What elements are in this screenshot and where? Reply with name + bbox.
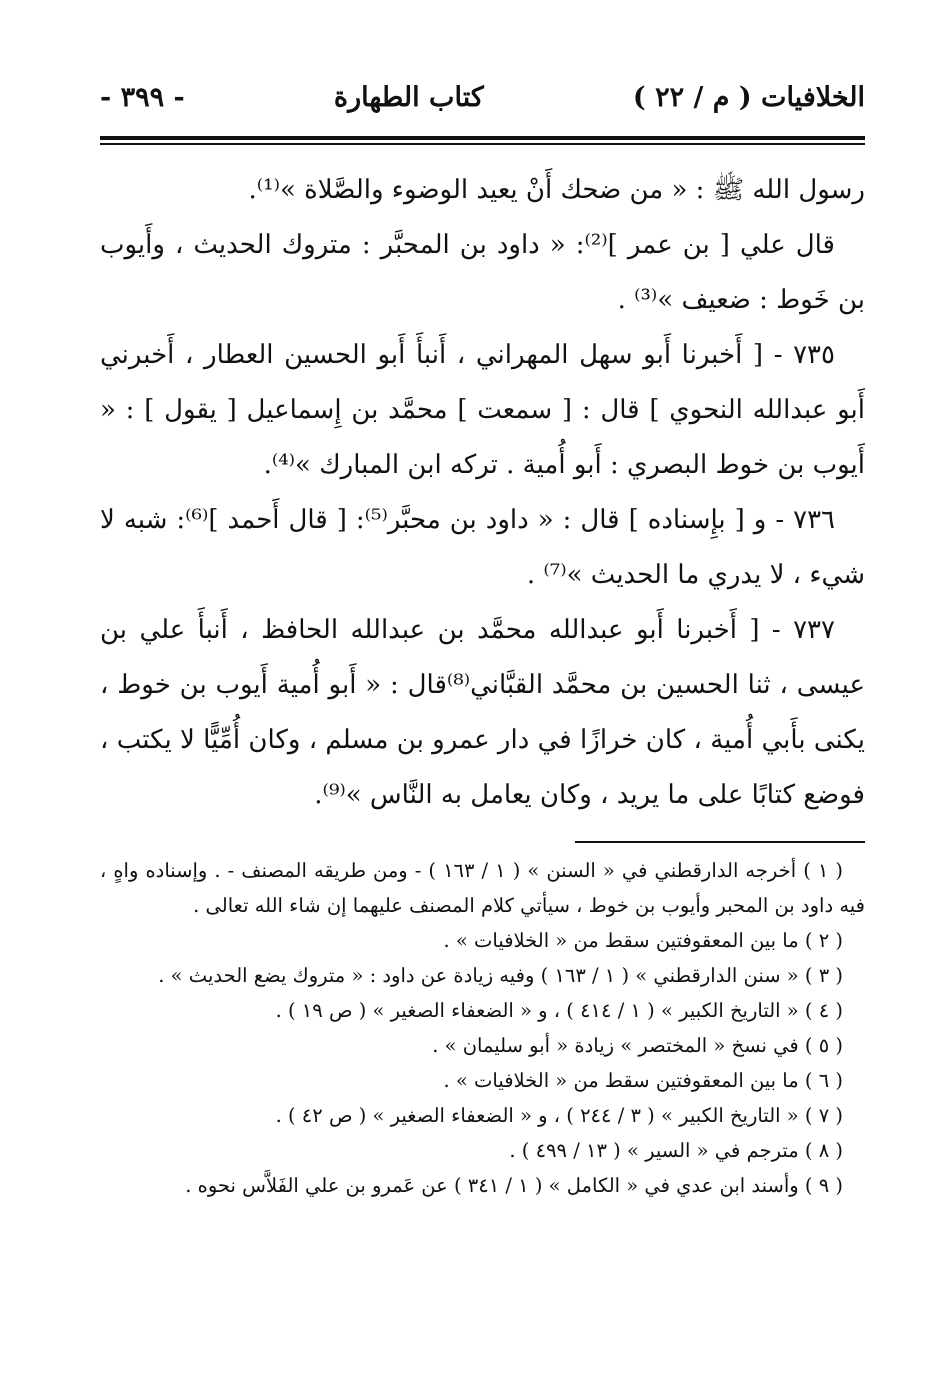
paragraph: ٧٣٥ - [ أَخبرنا أَبو سهل المهراني ، أَنبأَ أَبو الحسين العطار ، أَخبرني أَبو عبدالله النحوي ] قال : [ سمعت ] محمَّد بن إِسماعيل [ يقول ] : « أَيوب بن خوط البصري : أَبو أُمية . تركه ابن المبارك »⁽⁴⁾. [100, 339, 865, 480]
footnote: ( ١ ) أخرجه الدارقطني في « السنن » ( ١ / ١٦٣ ) - ومن طريقه المصنف - . وإسناده واهٍ ، فيه داود بن المحبر وأيوب بن خوط ، سيأتي كلام المصنف عليهما إن شاء الله تعالى . [100, 858, 865, 917]
footnote: ( ٧ ) « التاريخ الكبير » ( ٣ / ٢٤٤ ) ، و « الضعفاء الصغير » ( ص ٤٢ ) . [275, 1103, 843, 1127]
main-text [100, 163, 865, 823]
footnote: ( ٢ ) ما بين المعقوفتين سقط من « الخلافيات » . [443, 928, 843, 952]
footnote: ( ٣ ) « سنن الدارقطني » ( ١ / ١٦٣ ) وفيه زيادة عن داود : « متروك يضع الحديث » . [158, 963, 843, 987]
footnotes [100, 853, 865, 1203]
header-chapter-title: كتاب الطهارة [333, 82, 484, 113]
footnote: ( ٥ ) في نسخ « المختصر » زيادة « أبو سليمان » . [432, 1033, 843, 1057]
running-header [100, 82, 865, 130]
footnote: ( ٦ ) ما بين المعقوفتين سقط من « الخلافيات » . [443, 1068, 843, 1092]
paragraph: ٧٣٦ - و [ بإِسناده ] قال : « داود بن محبَّر⁽⁵⁾: [ قال أَحمد ]⁽⁶⁾: شبه لا شيء ، لا يدري ما الحديث »⁽⁷⁾ . [100, 504, 865, 590]
header-book-title: الخلافيات ( م / ٢٢ ) [632, 82, 865, 113]
page-number: - ٣٩٩ - [100, 82, 185, 113]
footnote: ( ٩ ) وأسند ابن عدي في « الكامل » ( ١ / ٣٤١ ) عن عَمرو بن علي الفَلاَّس نحوه . [185, 1173, 843, 1197]
page [100, 82, 865, 1203]
header-rule-thick [100, 136, 865, 140]
paragraph: قال علي [ بن عمر ]⁽²⁾: « داود بن المحبَّر : متروك الحديث ، وأَيوب بن خَوط : ضعيف »⁽³⁾ . [100, 229, 865, 315]
header-rule-thin [100, 143, 865, 145]
footnote: ( ٨ ) مترجم في « السير » ( ١٣ / ٤٩٩ ) . [509, 1138, 843, 1162]
paragraph: ٧٣٧ - [ أَخبرنا أَبو عبدالله محمَّد بن عبدالله الحافظ ، أَنبأَ علي بن عيسى ، ثنا الحسين بن محمَّد القبَّاني⁽⁸⁾قال : « أَبو أُمية أَيوب بن خوط ، يكنى بأَبي أُمية ، كان خرازًا في دار عمرو بن مسلم ، وكان أُمِّيًّا لا يكتب ، فوضع كتابًا على ما يريد ، وكان يعامل به النَّاس »⁽⁹⁾. [100, 614, 865, 810]
footnote: ( ٤ ) « التاريخ الكبير » ( ١ / ٤١٤ ) ، و « الضعفاء الصغير » ( ص ١٩ ) . [275, 998, 843, 1022]
footnote-separator [575, 841, 865, 843]
paragraph: رسول الله ﷺ : « من ضحك أَنْ يعيد الوضوء والصَّلاة »⁽¹⁾. [248, 174, 865, 205]
